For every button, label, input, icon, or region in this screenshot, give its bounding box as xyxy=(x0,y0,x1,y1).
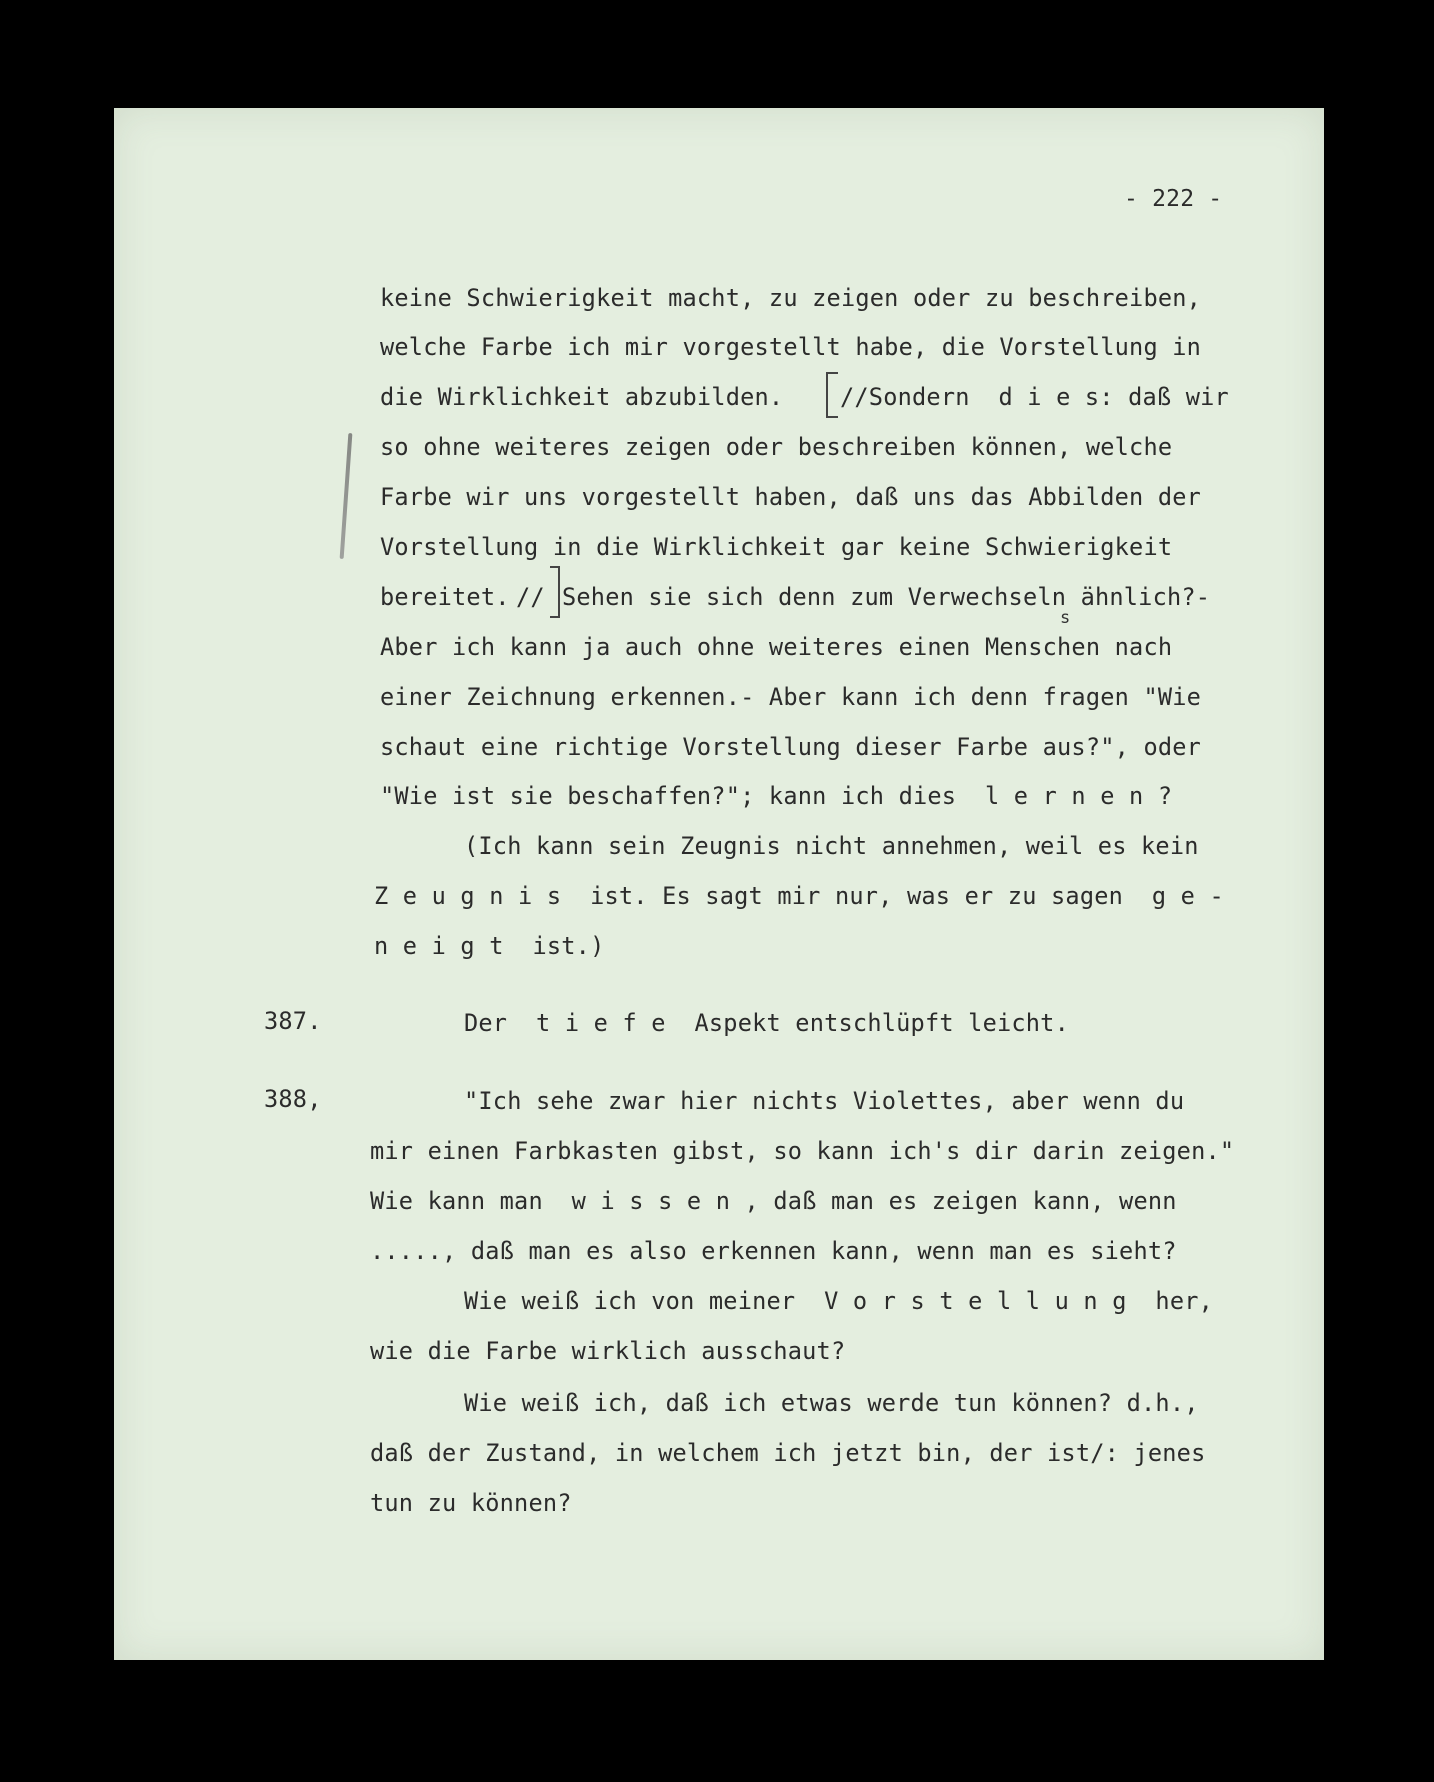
remark-388-line-9: tun zu können? xyxy=(370,1489,572,1517)
text-line-8: Aber ich kann ja auch ohne weiteres einen Menschen nach xyxy=(380,633,1173,661)
handwritten-insert: s xyxy=(1060,608,1071,628)
remark-388-line-7: Wie weiß ich, daß ich etwas werde tun können? d.h., xyxy=(464,1389,1199,1417)
remark-388-line-1: "Ich sehe zwar hier nichts Violettes, aber wenn du xyxy=(464,1087,1185,1115)
remark-388-line-5: Wie weiß ich von meiner V o r s t e l l u n g her, xyxy=(464,1287,1214,1315)
text-line-3-tail: //Sondern d i e s: daß wir xyxy=(840,383,1229,411)
pencil-margin-mark xyxy=(340,433,353,559)
text-line-10: schaut eine richtige Vorstellung dieser Farbe aus?", oder xyxy=(380,733,1202,761)
text-line-11: "Wie ist sie beschaffen?"; kann ich dies l e r n e n ? xyxy=(380,782,1173,810)
remark-388-line-6: wie die Farbe wirklich ausschaut? xyxy=(370,1337,846,1365)
bracket-mark-open xyxy=(826,372,838,418)
text-line-1: keine Schwierigkeit macht, zu zeigen oder zu beschreiben, xyxy=(380,284,1202,312)
text-line-6: Vorstellung in die Wirklichkeit gar keine Schwierigkeit xyxy=(380,533,1173,561)
text-line-3: die Wirklichkeit abzubilden. xyxy=(380,383,784,411)
remark-number-388: 388, xyxy=(264,1085,322,1113)
text-line-7-tail: Sehen sie sich denn zum Verwechseln ähnlich?- xyxy=(562,583,1211,611)
bracket-mark-close xyxy=(550,566,560,618)
remark-387-text: Der t i e f e Aspekt entschlüpft leicht. xyxy=(464,1009,1069,1037)
remark-388-line-2: mir einen Farbkasten gibst, so kann ich's dir darin zeigen." xyxy=(370,1137,1235,1165)
text-line-14: n e i g t ist.) xyxy=(374,932,605,960)
remark-388-line-3: Wie kann man w i s s e n , daß man es zeigen kann, wenn xyxy=(370,1187,1177,1215)
remark-388-line-8: daß der Zustand, in welchem ich jetzt bin, der ist/: jenes xyxy=(370,1439,1206,1467)
text-line-4: so ohne weiteres zeigen oder beschreiben können, welche xyxy=(380,433,1173,461)
text-line-7: bereitet. xyxy=(380,583,510,611)
typescript-page xyxy=(114,108,1324,1660)
remark-388-line-4: ....., daß man es also erkennen kann, wenn man es sieht? xyxy=(370,1237,1177,1265)
text-line-13: Z e u g n i s ist. Es sagt mir nur, was er zu sagen g e - xyxy=(374,882,1224,910)
text-line-5: Farbe wir uns vorgestellt haben, daß uns das Abbilden der xyxy=(380,483,1202,511)
page-number: - 222 - xyxy=(1124,186,1223,212)
text-line-7-marker: // xyxy=(516,583,545,611)
text-line-12: (Ich kann sein Zeugnis nicht annehmen, weil es kein xyxy=(464,832,1199,860)
text-line-2: welche Farbe ich mir vorgestellt habe, die Vorstellung in xyxy=(380,333,1202,361)
remark-number-387: 387. xyxy=(264,1007,322,1035)
text-line-9: einer Zeichnung erkennen.- Aber kann ich denn fragen "Wie xyxy=(380,683,1202,711)
